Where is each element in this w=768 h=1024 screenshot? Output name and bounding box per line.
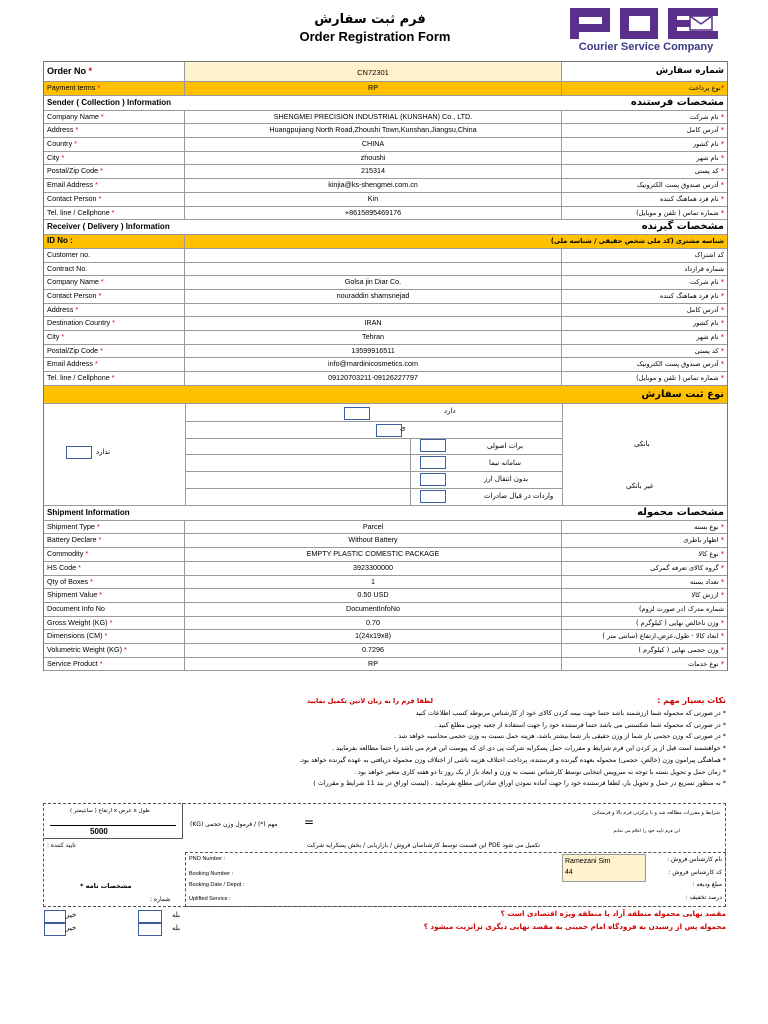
receiver-label-fa: شماره قرارداد xyxy=(684,264,724,273)
opt4-label: واردات در قبال صادرات xyxy=(484,491,554,500)
shipment-label-fa: گروه کالای تعرفه گمرکی xyxy=(650,563,719,572)
shipment-label: HS Code xyxy=(47,562,77,572)
q1-no-label: خیر xyxy=(66,911,77,919)
sales-code-label: کد کارشناس فروش : xyxy=(668,869,722,876)
shipment-value[interactable]: EMPTY PLASTIC COMESTIC PACKAGE xyxy=(185,548,562,561)
q2-yes-label: بله xyxy=(172,924,181,932)
receiver-label: Contact Person xyxy=(47,290,97,300)
question-transit: محموله پس از رسیدن به فرودگاه امام خمینی به مقصد نهایی دیگری ترانزیت میشود ؟ xyxy=(423,922,726,931)
has-checkbox[interactable] xyxy=(344,407,370,420)
sender-value[interactable]: Kin xyxy=(185,193,562,206)
sender-label: Country xyxy=(47,139,73,149)
has-not-checkbox[interactable] xyxy=(66,446,92,459)
deposit-label: مبلغ ودیعه : xyxy=(692,881,722,888)
opt3-checkbox[interactable] xyxy=(420,473,446,486)
receiver-label-fa: کد اشتراک xyxy=(694,250,724,259)
sender-section xyxy=(44,96,727,111)
receiver-label: Tel. line / Cellphone xyxy=(47,373,110,383)
shipment-label: Shipment Type xyxy=(47,521,95,531)
order-no-row: Order No * CN72301 شماره سفارش xyxy=(44,62,727,82)
receiver-value[interactable]: Golsa jin Diar Co. xyxy=(185,276,562,289)
shipment-label-fa: وزن حجمی نهایی ( کیلوگرم ) xyxy=(638,645,719,654)
receiver-label: Postal/Zip Code xyxy=(47,345,99,355)
shipment-label: Dimensions (CM) xyxy=(47,631,103,641)
receiver-row: City * Tehran * نام شهر xyxy=(44,331,727,345)
shipment-value[interactable]: RP xyxy=(185,658,562,671)
sender-row: Tel. line / Cellphone * +8615895469176 * شماره تماس ( تلفن و موبایل) xyxy=(44,207,727,221)
receiver-title-fa: مشخصات گیرنده xyxy=(641,221,724,233)
sender-label-fa: نام کشور xyxy=(692,140,719,149)
form-title-en: Order Registration Form xyxy=(299,29,451,44)
receiver-value[interactable]: nouraddin shamsnejad xyxy=(185,290,562,303)
shipment-title: Shipment Information xyxy=(47,507,130,517)
receiver-value[interactable]: 13599916511 xyxy=(185,345,562,358)
note-item: * به منظور تسریع در حمل و تحویل بار، لطفا فرستنده خود را جهت آماده نمودن اوراق صادراتی مطلع بفرمایید . (لیست اوراق در بند 11 شرایط و مقررات ) xyxy=(313,779,726,788)
sender-value[interactable]: +8615895469176 xyxy=(185,207,562,220)
shipment-row: Battery Declare * Without Battery * اظهار باطری xyxy=(44,534,727,548)
opt1-label: برات اصولی xyxy=(487,441,524,450)
shipment-label: Qty of Boxes xyxy=(47,576,89,586)
receiver-label-fa: نام کشور xyxy=(692,319,719,328)
sender-label-fa: نام فرد هماهنگ کننده xyxy=(659,194,719,203)
receiver-label-fa: کد پستی xyxy=(694,346,719,355)
uplifted-label: Uplifted Service : xyxy=(189,896,231,902)
payment-fa: نوع پرداخت xyxy=(688,84,721,92)
sender-row: Company Name * SHENGMEI PRECISION INDUSTRIAL (KUNSHAN) Co., LTD. * نام شرکت xyxy=(44,111,727,125)
sender-row: City * zhoushi * نام شهر xyxy=(44,152,727,166)
terms-text: شرایط و مقررات مطالعه شد و با پرکردن فرم بالا و فرستادن xyxy=(592,810,720,816)
sender-value[interactable]: 215314 xyxy=(185,165,562,178)
booking-date-label: Booking Date / Depot : xyxy=(189,882,245,888)
receiver-value[interactable] xyxy=(185,249,562,262)
sales-code-value[interactable]: 44 xyxy=(565,869,573,876)
opt1-checkbox[interactable] xyxy=(420,439,446,452)
shipment-label-fa: وزن ناخالص نهایی ( کیلوگرم ) xyxy=(635,618,719,627)
receiver-label: Address xyxy=(47,304,74,314)
order-type-section xyxy=(44,386,727,404)
opt2-checkbox[interactable] xyxy=(420,456,446,469)
question-free-zone: مقصد نهایی محموله منطقه آزاد یا منطقه ویژه اقتصادی است ؟ xyxy=(500,909,726,918)
opt2-label: سامانه نیما xyxy=(489,458,522,467)
pno-label: PNO Number : xyxy=(189,856,226,862)
receiver-row: Company Name * Golsa jin Diar Co. * نام شرکت xyxy=(44,276,727,290)
number-label: شماره : xyxy=(150,896,171,903)
shipment-label-fa: شماره مدرک (در صورت لزوم) xyxy=(638,604,724,613)
q1-no-checkbox[interactable] xyxy=(44,910,66,923)
shipment-label-fa: اظهار باطری xyxy=(683,536,719,545)
receiver-row xyxy=(44,263,727,277)
sender-label: Address xyxy=(47,125,74,135)
receiver-row: Email Address * info@mardinicosmetics.com * آدرس صندوق پست الکترونیک xyxy=(44,358,727,372)
q2-no-label: خیر xyxy=(66,924,77,932)
sender-row: Contact Person * Kin * نام فرد هماهنگ کننده xyxy=(44,193,727,207)
notes-list xyxy=(90,708,726,790)
id-fa: شناسه مشتری (کد ملی شخص حقیقی / شناسه ملی) xyxy=(550,237,724,246)
receiver-row xyxy=(44,249,727,263)
sender-row: Postal/Zip Code * 215314 * کد پستی xyxy=(44,165,727,179)
confirm-label: تایید کننده : xyxy=(47,842,76,849)
sender-label-fa: نام شرکت xyxy=(689,112,719,121)
receiver-value[interactable]: info@mardinicosmetics.com xyxy=(185,358,562,371)
formula-label: ارتفاع ( سانتیمتر ) x عرض x طول xyxy=(70,808,150,814)
sender-title-fa: مشخصات فرستنده xyxy=(630,96,724,108)
note-item: * در صورتی که محموله شما شکستنی می باشد حتما فرستنده خود را جهت استفاده از جعبه چوبی مطلع کنید . xyxy=(434,720,726,729)
note-item: * زمان حمل و تحویل بسته با توجه به سرویس انتخابی توسط کارشناس نسبت به وزن و ابعاد بار از یک روز تا دو هفته کاری متغیر خواهد بود . xyxy=(353,767,726,776)
sender-label: Company Name xyxy=(47,111,99,121)
receiver-title: Receiver ( Delivery ) Information xyxy=(47,222,170,232)
note-item: * در صورتی که وزن حجمی بار شما از وزن حقیقی بار شما بیشتر باشد، هزینه حمل نسبت به وزن حجمی محاسبه خواهد شد . xyxy=(394,732,726,741)
sender-label-fa: نام شهر xyxy=(696,153,719,162)
notes-heading: نکات بسیار مهم : xyxy=(657,696,726,705)
receiver-label-fa: نام فرد هماهنگ کننده xyxy=(659,291,719,300)
non-banking-label: غیر بانکی xyxy=(626,481,654,490)
receiver-label-fa: شماره تماس ( تلفن و موبایل) xyxy=(636,374,719,383)
shipment-label-fa: نوع کالا xyxy=(698,550,719,559)
divisor: 5000 xyxy=(90,827,108,836)
shipment-value[interactable]: 0.7296 xyxy=(185,644,562,657)
sender-label-fa: آدرس صندوق پست الکترونیک xyxy=(636,181,719,190)
receiver-row: Address * * آدرس کامل xyxy=(44,304,727,318)
q1-yes-label: بله xyxy=(172,911,181,919)
receiver-label-fa: نام شهر xyxy=(696,333,719,341)
sender-label-fa: کد پستی xyxy=(694,167,719,176)
opt4-checkbox[interactable] xyxy=(420,490,446,503)
shipment-label: Battery Declare xyxy=(47,535,97,545)
receiver-label: Company Name xyxy=(47,277,99,287)
receiver-value[interactable] xyxy=(185,263,562,276)
company-name: Courier Service Company xyxy=(578,41,714,53)
shipment-value[interactable]: 1(24x19x8) xyxy=(185,630,562,643)
order-no-fa: شماره سفارش xyxy=(655,66,724,76)
form-title-fa: فرم ثبت سفارش xyxy=(314,12,426,27)
shipment-value[interactable]: 3923300000 xyxy=(185,562,562,575)
booking-no-label: Booking Number : xyxy=(189,871,234,877)
shipment-row: Commodity * EMPTY PLASTIC COMESTIC PACKAGE * نوع کالا xyxy=(44,548,727,562)
order-type-title: نوع ثبت سفارش xyxy=(641,388,724,400)
shipment-value[interactable]: DocumentInfoNo xyxy=(185,603,562,616)
shipment-row xyxy=(44,603,727,617)
order-type-block xyxy=(44,404,727,506)
banking-label: بانکی xyxy=(634,439,650,448)
shipment-section xyxy=(44,506,727,521)
sender-row: Address * Huangpujiang North Road,Zhoushi Town,Kunshan,Jiangsu,China * آدرس کامل xyxy=(44,124,727,138)
receiver-section xyxy=(44,220,727,235)
pde-note: تکمیل می شود PDE این قسمت توسط کارشناسان فروش / بازاریابی / بخش پسکرایه شرکت xyxy=(306,842,540,849)
sender-label: Tel. line / Cellphone xyxy=(47,207,110,217)
receiver-row: Contact Person * nouraddin shamsnejad * نام فرد هماهنگ کننده xyxy=(44,290,727,304)
sender-title: Sender ( Collection ) Information xyxy=(47,97,172,107)
note-item: * هماهنگی پیرامون وزن (خالص، حجمی) محموله بعهده گیرنده و فرستنده، پرداخت اختلاف هزینه ناشی از اختلاف وزن محموله دریافتی به عهده گیرنده خواهد بود. xyxy=(298,755,726,764)
sender-label: Contact Person xyxy=(47,193,97,203)
sender-value[interactable]: zhoushi xyxy=(185,152,562,165)
shipment-label: Service Product xyxy=(47,658,98,668)
sender-value[interactable]: CHINA xyxy=(185,138,562,151)
misc-checkbox[interactable] xyxy=(376,424,402,437)
receiver-label-fa: نام شرکت xyxy=(689,278,719,287)
receiver-row: Postal/Zip Code * 13599916511 * کد پستی xyxy=(44,345,727,359)
terms-text-2: این فرم تایید خود را اعلام می نمایم xyxy=(613,829,680,834)
equals-sign: = xyxy=(304,815,315,829)
shipment-label: Volumetric Weight (KG) xyxy=(47,644,122,654)
receiver-label: Destination Country xyxy=(47,318,111,328)
sender-label-fa: آدرس کامل xyxy=(686,126,719,135)
receiver-value[interactable] xyxy=(185,304,562,317)
receiver-value[interactable]: 09120703211-09126227797 xyxy=(185,372,562,385)
formula-line xyxy=(50,825,176,826)
receiver-row: Tel. line / Cellphone * 09120703211-09126227797 * شماره تماس ( تلفن و موبایل) xyxy=(44,372,727,386)
receiver-label: City xyxy=(47,332,60,341)
shipment-value[interactable]: 0.50 USD xyxy=(185,589,562,602)
sales-name-label: نام کارشناس فروش : xyxy=(667,856,722,863)
receiver-label: Customer no. xyxy=(47,249,91,259)
fill-note: لطفا فرم را به زبان لاتین تکمیل نمایید xyxy=(306,697,433,705)
q1-yes-checkbox[interactable] xyxy=(138,910,162,923)
shipment-row: Shipment Value * 0.50 USD * ارزش کالا xyxy=(44,589,727,603)
shipment-row: Gross Weight (KG) * 0.70 * وزن ناخالص نهایی ( کیلوگرم ) xyxy=(44,617,727,631)
payment-row: Payment terms * RP *نوع پرداخت xyxy=(44,82,727,96)
receiver-label-fa: آدرس کامل xyxy=(686,305,719,314)
receiver-label: Email Address xyxy=(47,359,93,369)
q2-no-checkbox[interactable] xyxy=(44,923,66,936)
sales-name-value[interactable]: Ramezani Sim xyxy=(565,858,611,865)
opt3-label: بدون انتقال ارز xyxy=(484,474,529,483)
specs-label: مشخصات نامه * xyxy=(80,882,132,890)
sender-label: City xyxy=(47,152,60,162)
sender-value[interactable]: SHENGMEI PRECISION INDUSTRIAL (KUNSHAN) Co., LTD. xyxy=(185,111,562,124)
shipment-row: HS Code * 3923300000 * گروه کالای تعرفه گمرکی xyxy=(44,562,727,576)
receiver-label-fa: آدرس صندوق پست الکترونیک xyxy=(636,360,719,369)
receiver-value[interactable]: Tehran xyxy=(185,331,562,344)
id-label: ID No : xyxy=(44,235,185,248)
sender-label: Postal/Zip Code xyxy=(47,166,99,176)
misc-label: ی xyxy=(400,423,406,432)
shipment-title-fa: مشخصات محموله xyxy=(637,506,724,518)
shipment-row: Qty of Boxes * 1 * تعداد بسته xyxy=(44,576,727,590)
shipment-label-fa: تعداد بسته xyxy=(690,577,719,586)
shipment-label-fa: نوع خدمات xyxy=(688,659,719,668)
sender-row: Country * CHINA * نام کشور xyxy=(44,138,727,152)
order-form xyxy=(43,61,728,671)
has-not-label: ندارد xyxy=(96,447,111,456)
shipment-row: Service Product * RP * نوع خدمات xyxy=(44,658,727,672)
has-label: دارد xyxy=(444,406,456,415)
payment-label: Payment terms xyxy=(47,83,96,92)
shipment-value[interactable]: Parcel xyxy=(185,521,562,534)
shipment-label: Document Info No xyxy=(47,603,105,613)
order-no-label: Order No xyxy=(47,66,87,76)
sender-row: Email Address * kinjia@ks-shengmei.com.cn * آدرس صندوق پست الکترونیک xyxy=(44,179,727,193)
id-value[interactable] xyxy=(185,235,562,248)
sender-label-fa: شماره تماس ( تلفن و موبایل) xyxy=(636,208,719,217)
note-item: * در صورتی که محموله شما ارزشمند باشد حتما جهت بیمه کردن کالای خود از کارشناس مربوطه کسب اطلاعات کنید xyxy=(415,709,726,717)
sender-value[interactable]: kinjia@ks-shengmei.com.cn xyxy=(185,179,562,192)
shipment-value[interactable]: 1 xyxy=(185,576,562,589)
shipment-row: Dimensions (CM) * 1(24x19x8) * ابعاد کالا - طول،عرض،ارتفاع (سانتی متر ) xyxy=(44,630,727,644)
formula-right: مهم (*) / فرمول وزن حجمی (KG) xyxy=(190,821,278,828)
shipment-label: Shipment Value xyxy=(47,590,98,600)
order-no-value[interactable]: CN72301 xyxy=(185,62,562,81)
shipment-row: Shipment Type * Parcel * نوع بسته xyxy=(44,521,727,535)
id-row xyxy=(44,235,727,249)
note-item: * خواهشمند است قبل از پر کردن این فرم شرایط و مقررات حمل پسکرایه شرکت پی دی ای که پیوست این فرم می باشد را حتما مطالعه بفرمایید . xyxy=(332,744,726,753)
shipment-value[interactable]: 0.70 xyxy=(185,617,562,630)
receiver-value[interactable]: IRAN xyxy=(185,317,562,330)
sender-value[interactable]: Huangpujiang North Road,Zhoushi Town,Kunshan,Jiangsu,China xyxy=(185,124,562,137)
payment-value[interactable]: RP xyxy=(185,82,562,95)
receiver-label: Contract No. xyxy=(47,263,88,273)
shipment-label-fa: ابعاد کالا - طول،عرض،ارتفاع (سانتی متر ) xyxy=(602,632,719,641)
shipment-label: Commodity xyxy=(47,549,84,559)
discount-label: درصد تخفیف : xyxy=(685,894,722,901)
q2-yes-checkbox[interactable] xyxy=(138,923,162,936)
shipment-label-fa: ارزش کالا xyxy=(691,591,719,600)
shipment-value[interactable]: Without Battery xyxy=(185,534,562,547)
receiver-row: Destination Country * IRAN * نام کشور xyxy=(44,317,727,331)
shipment-row: Volumetric Weight (KG) * 0.7296 * وزن حجمی نهایی ( کیلوگرم ) xyxy=(44,644,727,658)
sender-label: Email Address xyxy=(47,180,93,190)
shipment-label-fa: نوع بسته xyxy=(694,522,719,531)
shipment-label: Gross Weight (KG) xyxy=(47,617,108,627)
